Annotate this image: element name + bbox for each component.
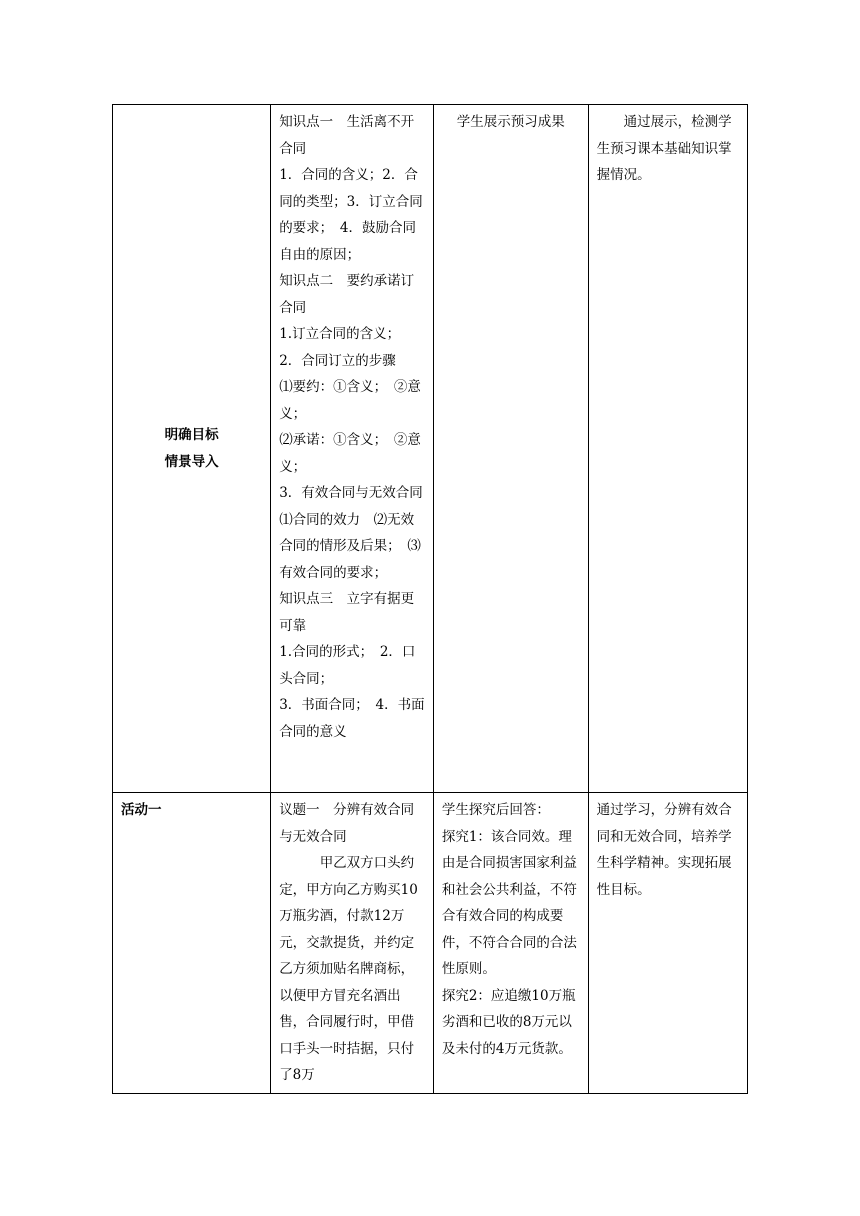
design-intent-text: 通过学习，分辨有效合同和无效合同，培养学生科学精神。实现拓展性目标。 (596, 802, 732, 898)
content-line: 1．合同的含义；2．合同的类型；3．订立合同的要求； 4．鼓励合同自由的原因； (279, 167, 423, 263)
stage-label: 明确目标 (164, 427, 219, 443)
table-row (113, 793, 748, 1094)
lesson-plan-table (112, 104, 748, 1094)
student-answer-line: 学生探究后回答： (441, 802, 550, 818)
teaching-content-cell (271, 793, 434, 1094)
stage-label-cell (113, 105, 271, 793)
content-line: 知识点一 生活离不开合同 (279, 114, 415, 157)
content-body: 甲乙双方口头约定，甲方向乙方购买10万瓶劣酒，付款12万元，交款提货，并约定乙方须加贴名牌商标，以便甲方冒充名酒出售，合同履行时，甲借口手头一时拮据，只付了8万 (279, 855, 418, 1083)
design-intent-text: 通过展示，检测学生预习课本基础知识掌握情况。 (596, 114, 732, 183)
student-answer-line: 探究1：该合同效。理由是合同损害国家利益和社会公共利益，不符合有效合同的构成要件，不符合合同的合法性原则。 (441, 828, 577, 977)
student-activity-cell (433, 105, 588, 793)
content-title: 议题一 分辨有效合同与无效合同 (279, 802, 415, 845)
teaching-content-cell (271, 105, 434, 793)
content-line: 知识点二 要约承诺订合同 (279, 273, 415, 316)
student-activity-cell (433, 793, 588, 1094)
content-line: 2．合同订立的步骤 (279, 352, 396, 369)
stage-label-cell (113, 793, 271, 1094)
content-line: 3．书面合同； 4．书面合同的意义 (279, 697, 425, 740)
content-line: ⑴合同的效力 ⑵无效合同的情形及后果； ⑶有效合同的要求； (279, 511, 421, 581)
content-line: 3．有效合同与无效合同 (279, 485, 423, 501)
content-line: 1.合同的形式； 2．口头合同； (279, 644, 416, 687)
design-intent-cell (588, 793, 747, 1094)
content-line: ⑵承诺：①含义； ②意义； (279, 432, 421, 475)
stage-label: 情景导入 (164, 453, 219, 470)
student-activity-text: 学生展示预习成果 (456, 114, 565, 130)
design-intent-cell (588, 105, 747, 793)
student-answer-line: 探究2：应追缴10万瓶劣酒和已收的8万元以及未付的4万元货款。 (441, 987, 576, 1057)
content-line: 知识点三 立字有据更可靠 (279, 591, 415, 634)
content-line: ⑴要约：①含义； ②意义； (279, 379, 421, 422)
stage-label: 活动一 (121, 802, 162, 818)
content-line: 1.订立合同的含义； (279, 326, 401, 342)
table-row (113, 105, 748, 793)
